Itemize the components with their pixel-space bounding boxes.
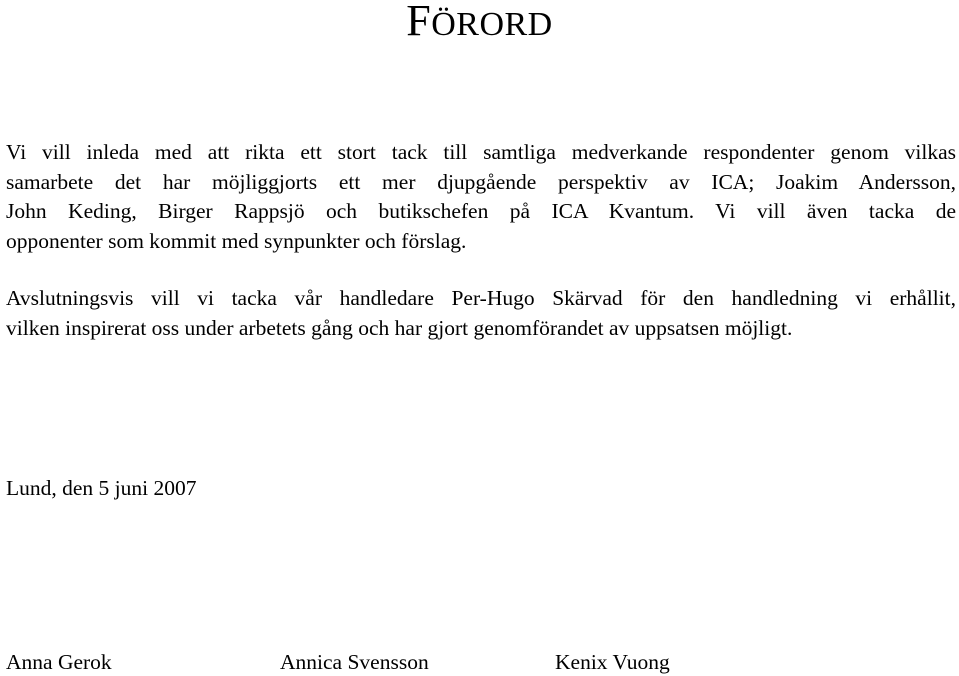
acknowledgement-paragraph [6,138,956,257]
paragraph-line: Avslutningsvis vill vi tacka vår handledare Per-Hugo Skärvad för den handledning vi erhållit, [6,286,956,310]
signature-name: Anna Gerok [6,650,112,674]
signature-name: Kenix Vuong [555,650,670,674]
paragraph-line: vilken inspirerat oss under arbetets gång och har gjort genomförandet av uppsatsen möjligt. [6,315,793,340]
title-rest: ÖRORD [431,6,553,43]
title-initial: F [406,0,432,45]
paragraph-line: samarbete det har möjliggjorts ett mer djupgående perspektiv av ICA; Joakim Andersson, [6,169,956,194]
paragraph-line: opponenter som kommit med synpunkter och förslag. [6,229,467,254]
place-date: Lund, den 5 juni 2007 [6,476,197,500]
signature-name: Annica Svensson [280,650,429,674]
paragraph-line: John Keding, Birger Rappsjö och butikschefen på ICA Kvantum. Vi vill även tacka de [6,199,956,224]
paragraph-line: Vi vill inleda med att rikta ett stort tack till samtliga medverkande respondenter genom vilkas [6,140,956,164]
page-title [0,0,959,50]
supervisor-paragraph [6,284,956,343]
